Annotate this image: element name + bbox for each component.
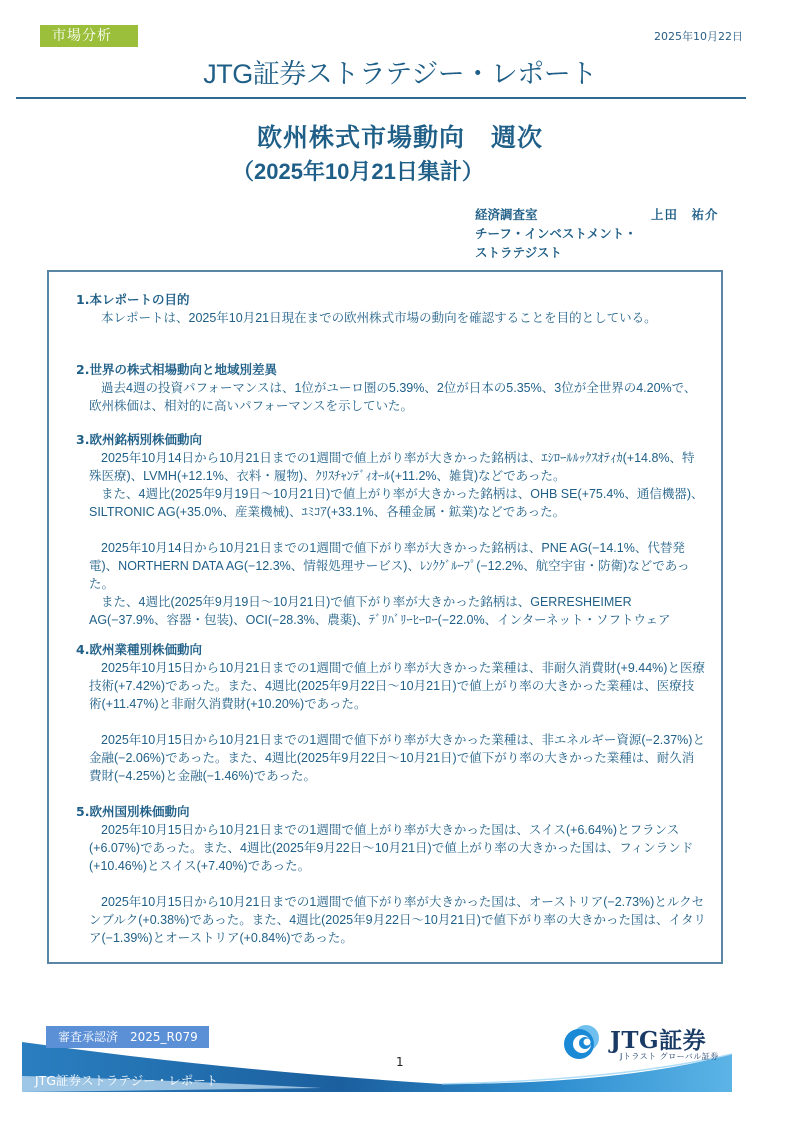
paragraph: また、4週比(2025年9月19日～10月21日)で値下がり率が大きかった銘柄は、GERRESHEIMER AG(−37.9%、容器・包装)、OCI(−28.3%、農薬)、ﾃﾞﾘﾊﾞﾘｰﾋｰﾛｰ(−22.0%、インターネット・ソフトウェア — [89, 595, 671, 627]
company-logo — [562, 1022, 722, 1066]
paragraph: 2025年10月15日から10月21日までの1週間で値下がり率が大きかった業種は、非エネルギー資源(−2.37%)と金融(−2.06%)であった。また、4週比(2025年9月22日～10月21日)で値下がり率の大きかった業種は、耐久消費財(−4.25%)と金融(−1.46%)であった。 — [89, 733, 705, 783]
paragraph: 2025年10月14日から10月21日までの1週間で値上がり率が大きかった銘柄は、ｴｼﾛｰﾙﾙｯｸｽｵﾃｨｶ(+14.8%、特殊医療)、LVMH(+12.1%、衣料・履物)、ｸﾘｽﾁｬﾝﾃﾞｨｵｰﾙ(+11.2%、雑貨)などであった。 — [89, 451, 695, 483]
header-divider — [16, 97, 746, 99]
paragraph: 本レポートは、2025年10月21日現在までの欧州株式市場の動向を確認することを目的としている。 — [101, 311, 657, 325]
document-title: 欧州株式市場動向 週次 — [256, 123, 543, 152]
section-purpose — [76, 290, 706, 327]
author-block — [475, 205, 719, 262]
author-name: 上田 祐介 — [651, 207, 719, 222]
approval-badge: 審査承認済 2025_R079 — [46, 1026, 209, 1048]
author-role-line1: チーフ・インベストメント・ — [475, 226, 637, 241]
section-heading: 4.欧州業種別株価動向 — [76, 642, 202, 657]
section-sector-movements — [76, 640, 706, 785]
section-heading: 1.本レポートの目的 — [76, 292, 190, 307]
logo-subtext: Jトラスト グローバル証券 — [620, 1052, 719, 1061]
section-heading: 5.欧州国別株価動向 — [76, 804, 190, 819]
paragraph: 2025年10月14日から10月21日までの1週間で値下がり率が大きかった銘柄は、PNE AG(−14.1%、代替発電)、NORTHERN DATA AG(−12.3%、情報処理サービス)、ﾚﾝｸｸﾞﾙｰﾌﾟ(−12.2%、航空宇宙・防衛)などであった。 — [89, 541, 690, 591]
logo-text: JTG証券 — [610, 1027, 707, 1054]
paragraph: また、4週比(2025年9月19日～10月21日)で値上がり率が大きかった銘柄は、OHB SE(+75.4%、通信機器)、SILTRONIC AG(+35.0%、産業機械)、ﾕﾐｺｱ(+33.1%、各種金属・鉱業)などであった。 — [89, 487, 704, 519]
footer-brand: JTG証券ストラテジー・レポート — [35, 1073, 219, 1088]
logo-mark-icon — [562, 1022, 602, 1062]
document-subtitle: （2025年10月21日集計） — [232, 159, 484, 184]
paragraph: 2025年10月15日から10月21日までの1週間で値上がり率が大きかった国は、スイス(+6.64%)とフランス(+6.07%)であった。また、4週比(2025年9月22日～10月21日)で値上がり率の大きかった国は、フィンランド(+10.46%)とスイス(+7.40%)であった。 — [89, 823, 694, 873]
page-number: 1 — [396, 1055, 404, 1069]
section-stock-movements — [76, 430, 706, 629]
section-heading: 3.欧州銘柄別株価動向 — [76, 432, 202, 447]
section-global-markets — [76, 360, 706, 415]
series-title: JTG証券ストラテジー・レポート — [203, 59, 597, 89]
category-badge: 市場分析 — [40, 25, 138, 47]
paragraph: 2025年10月15日から10月21日までの1週間で値下がり率が大きかった国は、オーストリア(−2.73%)とルクセンブルク(+0.38%)であった。また、4週比(2025年9月22日～10月21日)で値下がり率の大きかった国は、イタリア(−1.39%)とオーストリア(+0.84%)であった。 — [89, 895, 706, 945]
section-country-movements — [76, 802, 706, 947]
paragraph: 過去4週の投資パフォーマンスは、1位がユーロ圏の5.39%、2位が日本の5.35%、3位が全世界の4.20%で、欧州株価は、相対的に高いパフォーマンスを示していた。 — [89, 381, 697, 413]
author-department: 経済調査室 — [475, 207, 538, 222]
report-date: 2025年10月22日 — [654, 30, 743, 43]
section-heading: 2.世界の株式相場動向と地域別差異 — [76, 362, 277, 377]
author-role-line2: ストラテジスト — [475, 245, 562, 260]
content-box — [47, 270, 723, 964]
paragraph: 2025年10月15日から10月21日までの1週間で値上がり率が大きかった業種は、非耐久消費財(+9.44%)と医療技術(+7.42%)であった。また、4週比(2025年9月22日～10月21日)で値上がり率の大きかった業種は、医療技術(+11.47%)と非耐久消費財(+10.20%)であった。 — [89, 661, 705, 711]
